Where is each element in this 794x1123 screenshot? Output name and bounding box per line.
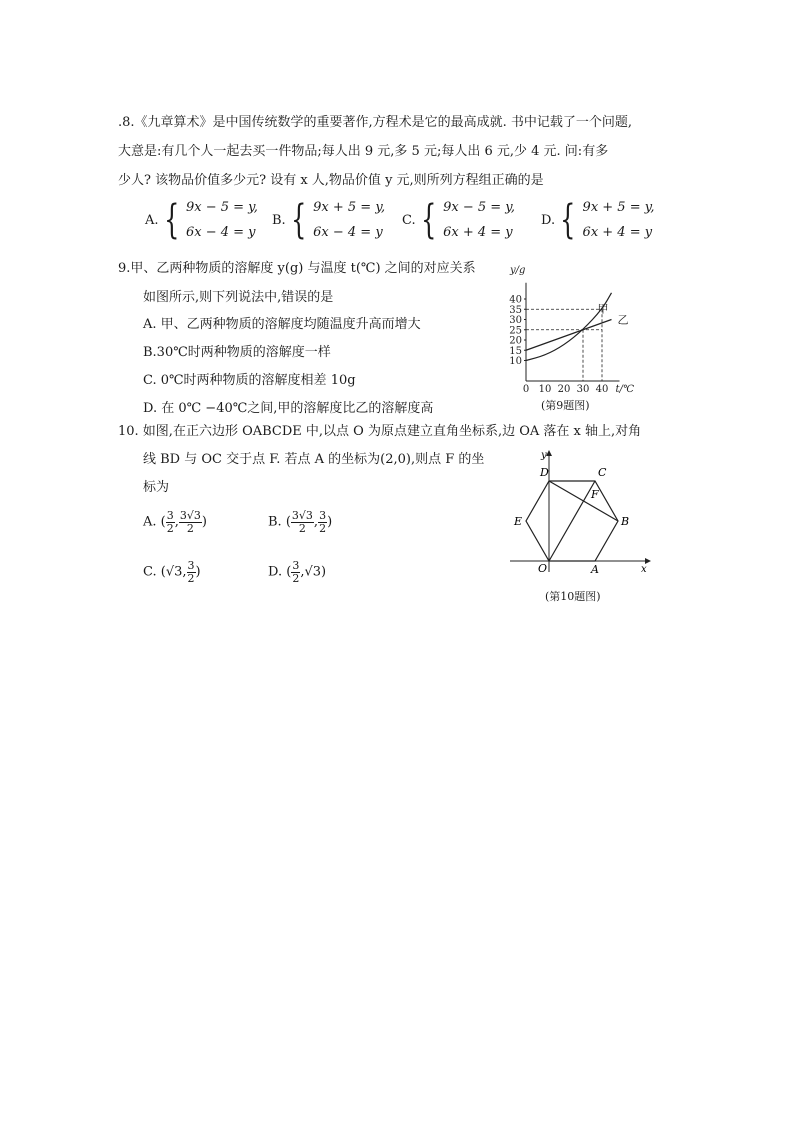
x-tick-label: 20 (557, 384, 571, 395)
fraction: $\frac{3√3}{2}$ (291, 509, 313, 535)
option-label: C. (143, 564, 157, 580)
y-tick-label: 30 (509, 315, 522, 326)
q10-line2: 线 BD 与 OC 交于点 F. 若点 A 的坐标为(2,0),则点 F 的坐 (143, 452, 485, 467)
hexagon-figure (505, 448, 655, 578)
solubility-chart (500, 258, 660, 398)
equation: 6x + 4 = y (443, 225, 513, 240)
equation: 6x − 4 = y (313, 225, 383, 240)
q9-option-a: A. 甲、乙两种物质的溶解度均随温度升高而增大 (143, 317, 421, 332)
label-c: C (598, 466, 607, 479)
option-label: A. (143, 514, 157, 530)
x-axis-label: x (641, 564, 647, 575)
y-tick-label: 25 (509, 325, 522, 337)
fraction: $\frac{3}{2}$ (166, 509, 174, 535)
y-tick-label: 10 (509, 356, 522, 367)
label-o: O (538, 562, 548, 575)
equation: 9x + 5 = y, (313, 200, 386, 215)
q8-option-a: A. { 9x − 5 = y, 6x − 4 = y (145, 197, 258, 243)
y-axis-arrow (546, 450, 552, 456)
diagonal-oc (549, 481, 595, 561)
q9-option-b: B.30℃时两种物质的溶解度一样 (143, 345, 331, 360)
q9-line1: 9.甲、乙两种物质的溶解度 y(g) 与温度 t(℃) 之间的对应关系 (118, 261, 476, 276)
q8-option-d: D. { 9x + 5 = y, 6x + 4 = y (541, 197, 655, 243)
q8-line3: 少人? 该物品价值多少元? 设有 x 人,物品价值 y 元,则所列方程组正确的是 (118, 173, 544, 188)
fraction: $\frac{3}{2}$ (319, 509, 327, 535)
y-tick-label: 20 (509, 335, 522, 347)
fraction: $\frac{3}{2}$ (292, 559, 300, 585)
y-tick-label: 35 (509, 304, 522, 316)
x-tick-label: 10 (538, 384, 552, 395)
y-tick-label: 15 (509, 345, 522, 357)
label-a: A (591, 563, 599, 576)
fraction: $\frac{3}{2}$ (187, 559, 195, 585)
label-e: E (514, 515, 523, 528)
q10-option-b: B. ( $\frac{3√3}{2}$ , $\frac{3}{2}$ ) (268, 509, 333, 535)
label-d: D (540, 466, 549, 479)
option-label: A. (145, 212, 159, 228)
q10-line3: 标为 (143, 480, 170, 495)
label-b: B (621, 515, 630, 528)
x-tick-label: 0 (522, 384, 530, 395)
q9-option-c: C. 0℃时两种物质的溶解度相差 10g (143, 373, 356, 388)
y-axis-label: y (541, 450, 547, 461)
y-axis-label: y/g (510, 265, 526, 276)
q8-line2: 大意是:有几个人一起去买一件物品;每人出 9 元,多 5 元;每人出 6 元,少 4 元. 问:有多 (118, 144, 609, 159)
option-label: B. (268, 514, 282, 530)
x-axis-label: t/℃ (615, 384, 635, 395)
equation: 6x + 4 = y (582, 225, 653, 240)
equation: 6x − 4 = y (185, 225, 256, 240)
option-label: D. (268, 564, 283, 580)
q10-line1: 10. 如图,在正六边形 OABCDE 中,以点 O 为原点建立直角坐标系,边 OA 落在 x 轴上,对角 (118, 424, 642, 439)
q8-option-c: C. { 9x − 5 = y, 6x + 4 = y (402, 197, 516, 243)
chart9-caption: (第9题图) (541, 399, 590, 412)
q8-option-b: B. { 9x + 5 = y, 6x − 4 = y (272, 197, 386, 243)
equation: 9x − 5 = y, (443, 200, 516, 215)
equation: 9x − 5 = y, (185, 200, 258, 215)
series-yi-line (526, 320, 612, 351)
option-label: C. (402, 212, 416, 228)
x-tick-label: 40 (595, 384, 609, 395)
q9-line2: 如图所示,则下列说法中,错误的是 (143, 290, 334, 305)
fraction: $\frac{3√3}{2}$ (179, 509, 201, 535)
option-label: D. (541, 212, 556, 228)
label-f: F (591, 488, 599, 501)
series-jia-label: 甲 (597, 302, 609, 316)
q10-option-c: C. (√3, $\frac{3}{2}$ ) (143, 559, 201, 585)
q10-option-a: A. ( $\frac{3}{2}$ , $\frac{3√3}{2}$ ) (143, 509, 207, 535)
option-label: B. (272, 212, 286, 228)
q9-option-d: D. 在 0℃ −40℃之间,甲的溶解度比乙的溶解度高 (143, 401, 434, 416)
q10-option-d: D. ( $\frac{3}{2}$ ,√3) (268, 559, 327, 585)
q8-line1: .8.《九章算术》是中国传统数学的重要著作,方程术是它的最高成就. 书中记载了一个问题, (118, 115, 633, 130)
figure10-caption: (第10题图) (545, 590, 601, 603)
y-tick-label: 40 (509, 294, 522, 306)
x-tick-label: 30 (576, 384, 590, 395)
equation: 9x + 5 = y, (582, 200, 655, 215)
series-yi-label: 乙 (617, 313, 629, 327)
